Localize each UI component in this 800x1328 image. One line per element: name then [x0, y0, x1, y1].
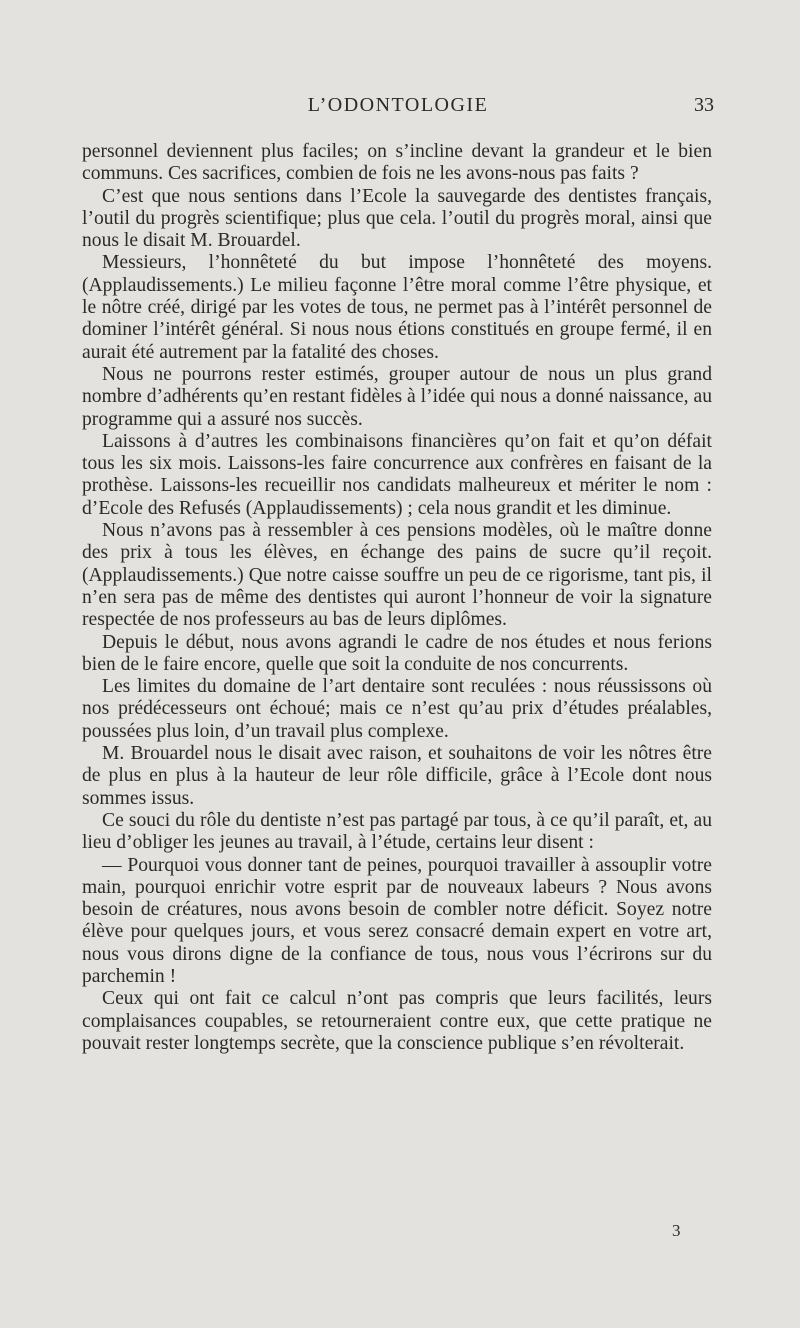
paragraph: C’est que nous sentions dans l’Ecole la sauvegarde des dentistes français, l’outil du progrès scientifique; plus que cela. l’outil du progrès moral, ainsi que nous le disait M. Brouardel. [82, 185, 712, 252]
paragraph: — Pourquoi vous donner tant de peines, pourquoi travailler à assouplir votre main, pourquoi enrichir votre esprit par de nouveaux labeurs ? Nous avons besoin de créatures, nous avons besoin de combler notre déficit. Soyez notre élève pour quelques jours, et vous serez consacré demain expert en votre art, nous vous dirons digne de la confiance de tous, nous vous l’écrirons sur du parchemin ! [82, 854, 712, 987]
paragraph: Messieurs, l’honnêteté du but impose l’honnêteté des moyens. (Applaudissements.) Le milieu façonne l’être moral comme l’être physique, et le nôtre créé, dirigé par les votes de tous, ne permet pas à l’intérêt personnel de dominer l’intérêt général. Si nous nous étions constitués en groupe fermé, il en aurait été autrement par la fatalité des choses. [82, 252, 712, 363]
page-header [82, 94, 714, 122]
paragraph: Ce souci du rôle du dentiste n’est pas partagé par tous, à ce qu’il paraît, et, au lieu d’obliger les jeunes au travail, à l’étude, certains leur disent : [82, 809, 712, 854]
paragraph: Les limites du domaine de l’art dentaire sont reculées : nous réussissons où nos prédécesseurs ont échoué; mais ce n’est qu’au prix d’études préalables, poussées plus loin, d’un travail plus complexe. [82, 676, 712, 742]
paragraph: Depuis le début, nous avons agrandi le cadre de nos études et nous ferions bien de le faire encore, quelle que soit la conduite de nos concurrents. [82, 631, 712, 675]
paragraph: Ceux qui ont fait ce calcul n’ont pas compris que leurs facilités, leurs complaisances coupables, se retourneraient contre eux, que cette pratique ne pouvait rester longtemps secrète, que la conscience publique s’en révolterait. [82, 988, 712, 1054]
paragraph: personnel deviennent plus faciles; on s’incline devant la grandeur et le bien communs. Ces sacrifices, combien de fois ne les avons-nous pas faits ? [82, 141, 712, 185]
paragraph: Nous ne pourrons rester estimés, grouper autour de nous un plus grand nombre d’adhérents qu’en restant fidèles à l’idée qui nous a donné naissance, au programme qui a assuré nos succès. [82, 363, 712, 430]
paragraph: Laissons à d’autres les combinaisons financières qu’on fait et qu’on défait tous les six mois. Laissons-les faire concurrence aux confrères en faisant de la prothèse. Laissons-les recueillir nos candidats malheureux et mériter le nom : d’Ecole des Refusés (Applaudissements) ; cela nous grandit et les diminue. [82, 430, 712, 519]
body-text [82, 141, 712, 1055]
paragraph: Nous n’avons pas à ressembler à ces pensions modèles, où le maître donne des prix à tous les élèves, en échange des pains de sucre qu’il reçoit. (Applaudissements.) Que notre caisse souffre un peu de ce rigorisme, tant pis, il n’en sera pas de même des dentistes qui auront l’honneur de voir la signature respectée de nos professeurs au bas de leurs diplômes. [82, 520, 712, 631]
signature-mark: 3 [672, 1221, 681, 1240]
paragraph: M. Brouardel nous le disait avec raison, et souhaitons de voir les nôtres être de plus en plus à la hauteur de leur rôle difficile, grâce à l’Ecole dont nous sommes issus. [82, 743, 712, 809]
page-number: 33 [694, 94, 714, 116]
running-head: L’ODONTOLOGIE [307, 94, 489, 116]
